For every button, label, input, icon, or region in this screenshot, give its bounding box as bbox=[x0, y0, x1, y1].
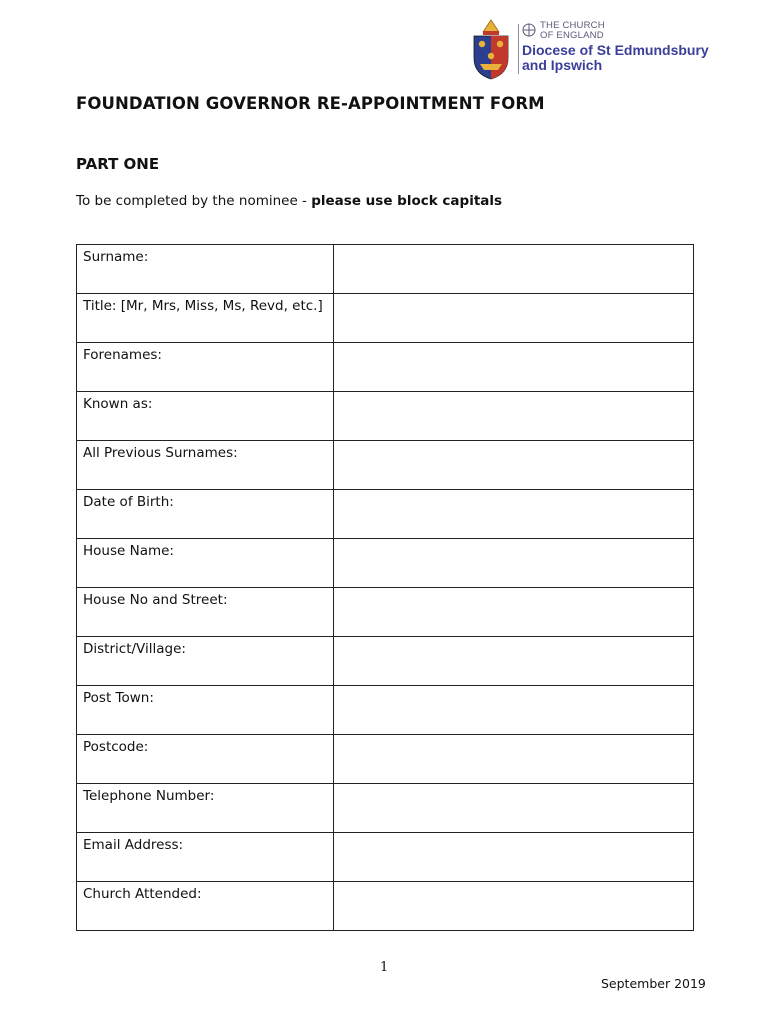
field-label: Surname: bbox=[77, 245, 334, 294]
field-label: District/Village: bbox=[77, 637, 334, 686]
form-row bbox=[77, 637, 694, 686]
field-input[interactable] bbox=[334, 686, 694, 735]
field-input[interactable] bbox=[334, 392, 694, 441]
instruction-text bbox=[76, 193, 502, 209]
nominee-details-table bbox=[76, 244, 694, 931]
field-label: Church Attended: bbox=[77, 882, 334, 931]
field-label: Post Town: bbox=[77, 686, 334, 735]
form-row bbox=[77, 784, 694, 833]
field-input[interactable] bbox=[334, 784, 694, 833]
church-line-2: OF ENGLAND bbox=[540, 30, 604, 41]
form-title: FOUNDATION GOVERNOR RE-APPOINTMENT FORM bbox=[76, 94, 545, 113]
form-row bbox=[77, 588, 694, 637]
form-row bbox=[77, 539, 694, 588]
field-label: Known as: bbox=[77, 392, 334, 441]
form-row bbox=[77, 735, 694, 784]
logo-divider bbox=[518, 24, 519, 74]
field-label: Forenames: bbox=[77, 343, 334, 392]
instruction-prefix: To be completed by the nominee - bbox=[76, 193, 312, 209]
field-input[interactable] bbox=[334, 637, 694, 686]
field-input[interactable] bbox=[334, 735, 694, 784]
field-input[interactable] bbox=[334, 294, 694, 343]
footer-date: September 2019 bbox=[601, 976, 706, 991]
form-rows bbox=[77, 245, 694, 931]
form-row bbox=[77, 490, 694, 539]
page-number: 1 bbox=[380, 960, 389, 975]
instruction-emphasis: please use block capitals bbox=[311, 193, 503, 209]
field-label: All Previous Surnames: bbox=[77, 441, 334, 490]
form-row bbox=[77, 392, 694, 441]
church-of-england-icon bbox=[522, 23, 536, 37]
church-of-england-text bbox=[540, 21, 605, 41]
diocese-line-2: and Ipswich bbox=[522, 57, 603, 73]
field-input[interactable] bbox=[334, 539, 694, 588]
form-row bbox=[77, 441, 694, 490]
field-input[interactable] bbox=[334, 441, 694, 490]
field-label: House Name: bbox=[77, 539, 334, 588]
form-row bbox=[77, 833, 694, 882]
field-label: House No and Street: bbox=[77, 588, 334, 637]
diocese-name bbox=[522, 43, 709, 73]
diocese-line-1: Diocese of St Edmundsbury bbox=[522, 42, 709, 58]
diocese-crest-icon bbox=[470, 18, 512, 80]
field-label: Title: [Mr, Mrs, Miss, Ms, Revd, etc.] bbox=[77, 294, 334, 343]
form-row bbox=[77, 245, 694, 294]
form-row bbox=[77, 294, 694, 343]
part-heading: PART ONE bbox=[76, 155, 160, 173]
field-input[interactable] bbox=[334, 245, 694, 294]
field-input[interactable] bbox=[334, 882, 694, 931]
diocese-logo bbox=[470, 18, 715, 80]
field-input[interactable] bbox=[334, 490, 694, 539]
field-label: Postcode: bbox=[77, 735, 334, 784]
field-input[interactable] bbox=[334, 588, 694, 637]
form-row bbox=[77, 882, 694, 931]
form-row bbox=[77, 686, 694, 735]
form-row bbox=[77, 343, 694, 392]
church-line-1: THE CHURCH bbox=[540, 20, 605, 31]
field-label: Telephone Number: bbox=[77, 784, 334, 833]
field-input[interactable] bbox=[334, 343, 694, 392]
field-label: Date of Birth: bbox=[77, 490, 334, 539]
field-input[interactable] bbox=[334, 833, 694, 882]
field-label: Email Address: bbox=[77, 833, 334, 882]
